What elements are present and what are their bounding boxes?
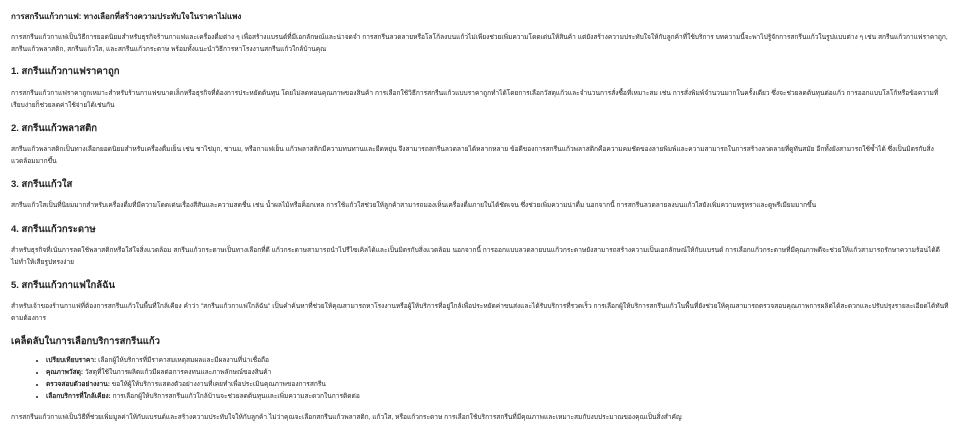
tip-label: เปรียบเทียบราคา: — [46, 357, 97, 364]
tip-label: ตรวจสอบตัวอย่างงาน: — [46, 381, 110, 388]
section-heading-4: 4. สกรีนแก้วกระดาษ — [11, 224, 96, 235]
section-heading-2: 2. สกรีนแก้วพลาสติก — [11, 123, 98, 134]
tip-text: การเลือกผู้ให้บริการสกรีนแก้วใกล้บ้านจะช่วยลดต้นทุนและเพิ่มความสะดวกในการติดต่อ — [110, 393, 360, 400]
section-heading-3: 3. สกรีนแก้วใส — [11, 179, 73, 190]
section-body-3: สกรีนแก้วใสเป็นที่นิยมมากสำหรับเครื่องดื่มที่มีความโดดเด่นเรื่องสีสันและความสดชื่น เช่น น้ำผลไม้หรือค็อกเทล การใช้แก้วใสช่วยให้ลูกค้าสามารถมองเห็นเครื่องดื่มภายในได้ชัดเจน ซึ่งช่วยเพิ่มความน่าดื่ม นอกจากนี้ การสกรีนลวดลายลงบนแก้วใสยังเพิ่มความหรูหราและดูพรีเมียมมากขึ้น — [11, 202, 817, 209]
list-item — [46, 355, 360, 367]
tips-list — [38, 355, 360, 403]
section-body-5: สำหรับเจ้าของร้านกาแฟที่ต้องการสกรีนแก้วในพื้นที่ใกล้เคียง คำว่า "สกรีนแก้วกาแฟใกล้ฉัน" เป็นคำค้นหาที่ช่วยให้คุณสามารถหาโรงงานหรือผู้ให้บริการที่อยู่ใกล้เพื่อประหยัดค่าขนส่งและได้รับบริการที่รวดเร็ว การเลือกผู้ให้บริการสกรีนแก้วในพื้นที่ยังช่วยให้คุณสามารถตรวจสอบคุณภาพการผลิตได้สะดวกและปรับปรุงรายละเอียดได้ทันทีตามต้องการ — [11, 303, 949, 322]
section-body-4: สำหรับธุรกิจที่เน้นการลดใช้พลาสติกหรือใส่ใจสิ่งแวดล้อม สกรีนแก้วกระดาษเป็นทางเลือกที่ดี แก้วกระดาษสามารถนำไปรีไซเคิลได้และเป็นมิตรกับสิ่งแวดล้อม นอกจากนี้ การออกแบบลวดลายบนแก้วกระดาษยังสามารถสร้างความเป็นเอกลักษณ์ให้กับแบรนด์ การเลือกแก้วกระดาษที่มีคุณภาพดีจะช่วยให้แก้วสามารถรักษาความร้อนได้ดี ไม่ทำให้เสียรูปทรงง่าย — [11, 247, 940, 266]
intro-paragraph: การสกรีนแก้วกาแฟเป็นวิธีการยอดนิยมสำหรับธุรกิจร้านกาแฟและเครื่องดื่มต่าง ๆ เพื่อสร้างแบรนด์ที่มีเอกลักษณ์และน่าจดจำ การสกรีนลวดลายหรือโลโก้ลงบนแก้วไม่เพียงช่วยเพิ่มความโดดเด่นให้สินค้า แต่ยังสร้างความประทับใจให้กับลูกค้าที่ใช้บริการ บทความนี้จะพาไปรู้จักการสกรีนแก้วในรูปแบบต่าง ๆ เช่น สกรีนแก้วกาแฟราคาถูก, สกรีนแก้วพลาสติก, สกรีนแก้วใส, และสกรีนแก้วกระดาษ พร้อมทั้งแนะนำวิธีการหาโรงงานสกรีนแก้วใกล้บ้านคุณ — [11, 34, 948, 53]
list-item — [46, 367, 360, 379]
section-heading-1: 1. สกรีนแก้วกาแฟราคาถูก — [11, 66, 120, 77]
section-heading-5: 5. สกรีนแก้วกาแฟใกล้ฉัน — [11, 280, 116, 291]
article-title: การสกรีนแก้วกาแฟ: ทางเลือกที่สร้างความประทับใจในราคาไม่แพง — [11, 12, 242, 21]
list-item — [46, 391, 360, 403]
tips-heading: เคล็ดลับในการเลือกบริการสกรีนแก้ว — [11, 336, 160, 347]
tip-text: เลือกผู้ให้บริการที่มีราคาสมเหตุสมผลและมีผลงานที่น่าเชื่อถือ — [96, 357, 269, 364]
tip-text: วัสดุที่ใช้ในการผลิตแก้วมีผลต่อการคงทนและภาพลักษณ์ของสินค้า — [83, 369, 272, 376]
list-item — [46, 379, 360, 391]
tip-label: เลือกบริการที่ใกล้เคียง: — [46, 393, 111, 400]
tip-text: ขอให้ผู้ให้บริการแสดงตัวอย่างงานที่เคยทำเพื่อประเมินคุณภาพของการสกรีน — [109, 381, 326, 388]
section-body-2: สกรีนแก้วพลาสติกเป็นทางเลือกยอดนิยมสำหรับเครื่องดื่มเย็น เช่น ชาไข่มุก, ชานม, หรือกาแฟเย็น แก้วพลาสติกมีความทนทานและยืดหยุ่น จึงสามารถสกรีนลวดลายได้หลากหลาย ข้อดีของการสกรีนแก้วพลาสติกคือความคมชัดของลายพิมพ์และความสามารถในการสร้างลวดลายที่ดูทันสมัย อีกทั้งยังสามารถใช้ซ้ำได้ ซึ่งเป็นมิตรกับสิ่งแวดล้อมมากขึ้น — [11, 146, 934, 165]
tip-label: คุณภาพวัสดุ: — [46, 369, 84, 376]
section-body-1: การสกรีนแก้วกาแฟราคาถูกเหมาะสำหรับร้านกาแฟขนาดเล็กหรือธุรกิจที่ต้องการประหยัดต้นทุน โดยไม่ลดทอนคุณภาพของสินค้า การเลือกใช้วิธีการสกรีนแก้วแบบราคาถูกทำได้โดยการเลือกวัสดุแก้วและจำนวนการสั่งซื้อที่เหมาะสม เช่น การสั่งพิมพ์จำนวนมากในครั้งเดียว ซึ่งจะช่วยลดต้นทุนต่อแก้ว การออกแบบโลโก้หรือข้อความที่เรียบง่ายก็ช่วยลดค่าใช้จ่ายได้เช่นกัน — [11, 90, 939, 109]
conclusion-paragraph: การสกรีนแก้วกาแฟเป็นวิธีที่ช่วยเพิ่มมูลค่าให้กับแบรนด์และสร้างความประทับใจให้กับลูกค้า ไม่ว่าคุณจะเลือกสกรีนแก้วพลาสติก, แก้วใส, หรือแก้วกระดาษ การเลือกใช้บริการสกรีนที่มีคุณภาพและเหมาะสมกับงบประมาณของคุณเป็นสิ่งสำคัญ — [11, 414, 682, 421]
